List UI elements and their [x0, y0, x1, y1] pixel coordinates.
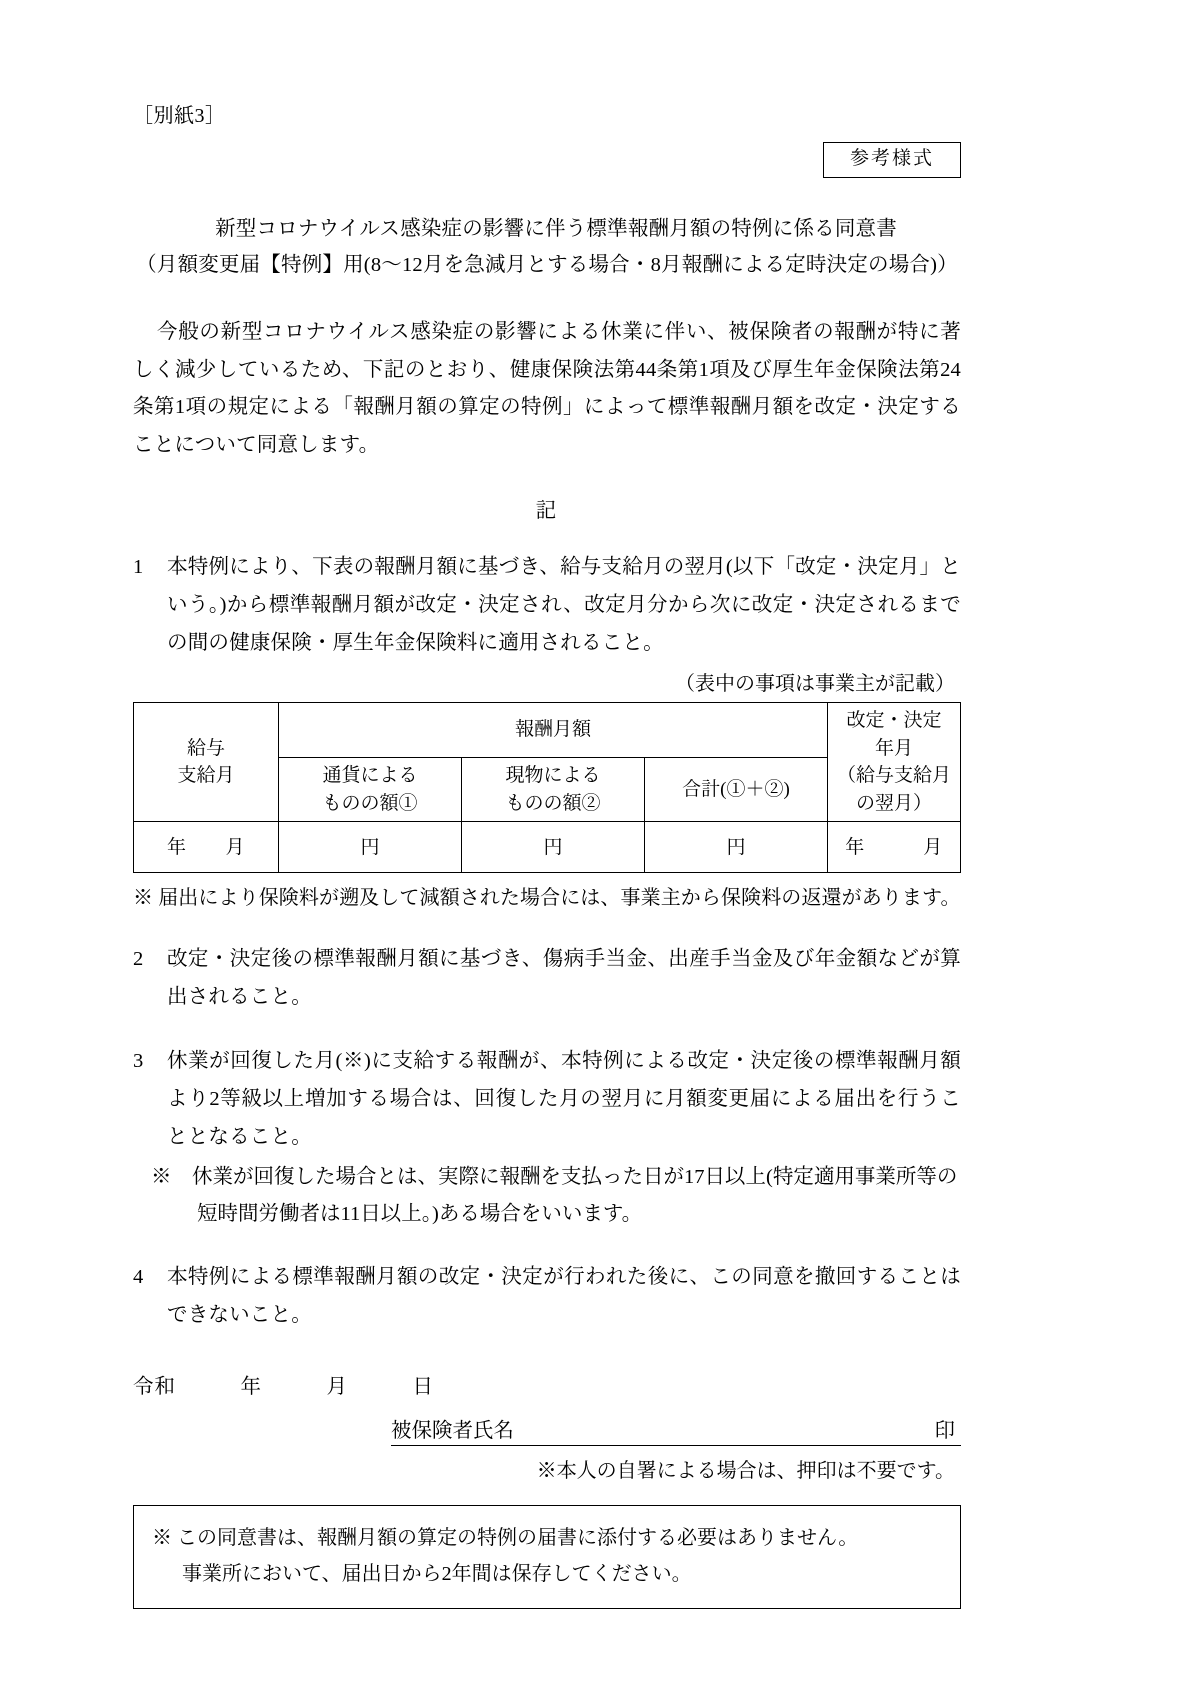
document-tag: ［別紙3］	[133, 105, 226, 127]
header-pay-month	[134, 703, 279, 822]
list-item-2	[133, 941, 961, 1017]
title-line-1: 新型コロナウイルス感染症の影響に伴う標準報酬月額の特例に係る同意書	[215, 217, 897, 240]
signature-row	[133, 1413, 961, 1446]
reference-form-stamp: 参考様式	[823, 142, 961, 178]
remuneration-table	[133, 702, 961, 873]
header-currency-l2: ものの額①	[322, 792, 418, 814]
header-decision-l1: 改定・決定	[846, 710, 942, 732]
table-header-row-1	[134, 703, 961, 758]
list-item-1-number: 1	[133, 556, 144, 579]
list-item-3-note-line1: ※ 休業が回復した場合とは、実際に報酬を支払った日が17日以上(特定適用事業所等の	[151, 1165, 958, 1188]
list-item-2-number: 2	[133, 948, 144, 971]
cell-currency[interactable]: 円	[279, 822, 462, 873]
header-total: 合計(①＋②)	[645, 758, 828, 822]
cell-pay-month[interactable]: 年 月	[134, 822, 279, 873]
header-currency	[279, 758, 462, 822]
header-decision-l4: の翌月）	[855, 792, 932, 814]
table-caption: （表中の事項は事業主が記載）	[675, 673, 955, 696]
list-item-3-note-line2: 短時間労働者は11日以上。)ある場合をいいます。	[197, 1202, 643, 1225]
list-item-1-text: 本特例により、下表の報酬月額に基づき、給与支給月の翌月(以下「改定・決定月」という。)から標準報酬月額が改定・決定され、改定月分から次に改定・決定されるまでの間の健康保険・厚生年金保険料に適用されること。	[167, 556, 961, 655]
title-line-2: （月額変更届【特例】用(8〜12月を急減月とする場合・8月報酬による定時決定の場合)）	[136, 253, 958, 276]
header-in-kind-l2: ものの額②	[505, 792, 601, 814]
header-decision	[828, 703, 961, 822]
header-in-kind-l1: 現物による	[505, 765, 601, 787]
footer-notice-line-2: 事業所において、届出日から2年間は保存してください。	[182, 1562, 692, 1585]
footer-notice-line-1: ※ この同意書は、報酬月額の算定の特例の届書に添付する必要はありません。	[152, 1526, 859, 1549]
list-item-4	[133, 1259, 961, 1335]
list-item-3-note	[133, 1159, 961, 1233]
header-pay-month-l2: 支給月	[177, 765, 235, 787]
list-item-1	[133, 549, 961, 663]
header-remuneration: 報酬月額	[279, 703, 828, 758]
cell-total[interactable]: 円	[645, 822, 828, 873]
table-note: ※ 届出により保険料が遡及して減額された場合には、事業主から保険料の返還があります。	[133, 887, 961, 910]
document-content	[133, 104, 961, 1609]
list-item-4-number: 4	[133, 1265, 144, 1288]
header-currency-l1: 通貨による	[322, 765, 418, 787]
header-pay-month-l1: 給与	[186, 737, 225, 759]
insured-name-label: 被保険者氏名	[391, 1413, 514, 1446]
stamp-row	[133, 142, 961, 178]
header-in-kind	[462, 758, 645, 822]
list-item-3-text: 休業が回復した月(※)に支給する報酬が、本特例による改定・決定後の標準報酬月額より2等級以上増加する場合は、回復した月の翌月に月額変更届による届出を行うこととなること。	[167, 1050, 961, 1148]
insured-name-input[interactable]	[514, 1417, 929, 1446]
date-line[interactable]: 令和 年 月 日	[133, 1375, 434, 1398]
intro-paragraph: 今般の新型コロナウイルス感染症の影響による休業に伴い、被保険者の報酬が特に著しく減少しているため、下記のとおり、健康保険法第44条第1項及び厚生年金保険法第24条第1項の規定による「報酬月額の算定の特例」によって標準報酬月額を改定・決定することについて同意します。	[133, 320, 961, 457]
list-item-3	[133, 1043, 961, 1157]
list-item-2-text: 改定・決定後の標準報酬月額に基づき、傷病手当金、出産手当金及び年金額などが算出されること。	[167, 948, 961, 1009]
header-decision-l3: （給与支給月	[836, 765, 951, 787]
table-row	[134, 822, 961, 873]
cell-decision[interactable]: 年 月	[828, 822, 961, 873]
footer-notice-box	[133, 1505, 961, 1609]
ki-heading: 記	[535, 500, 559, 523]
header-decision-l2: 年月	[874, 737, 913, 759]
document-title	[133, 212, 961, 284]
cell-in-kind[interactable]: 円	[462, 822, 645, 873]
list-item-4-text: 本特例による標準報酬月額の改定・決定が行われた後に、この同意を撤回することはできないこと。	[167, 1265, 961, 1326]
seal-label: 印	[929, 1413, 962, 1446]
list-item-3-number: 3	[133, 1050, 144, 1073]
seal-note: ※本人の自署による場合は、押印は不要です。	[536, 1459, 955, 1482]
